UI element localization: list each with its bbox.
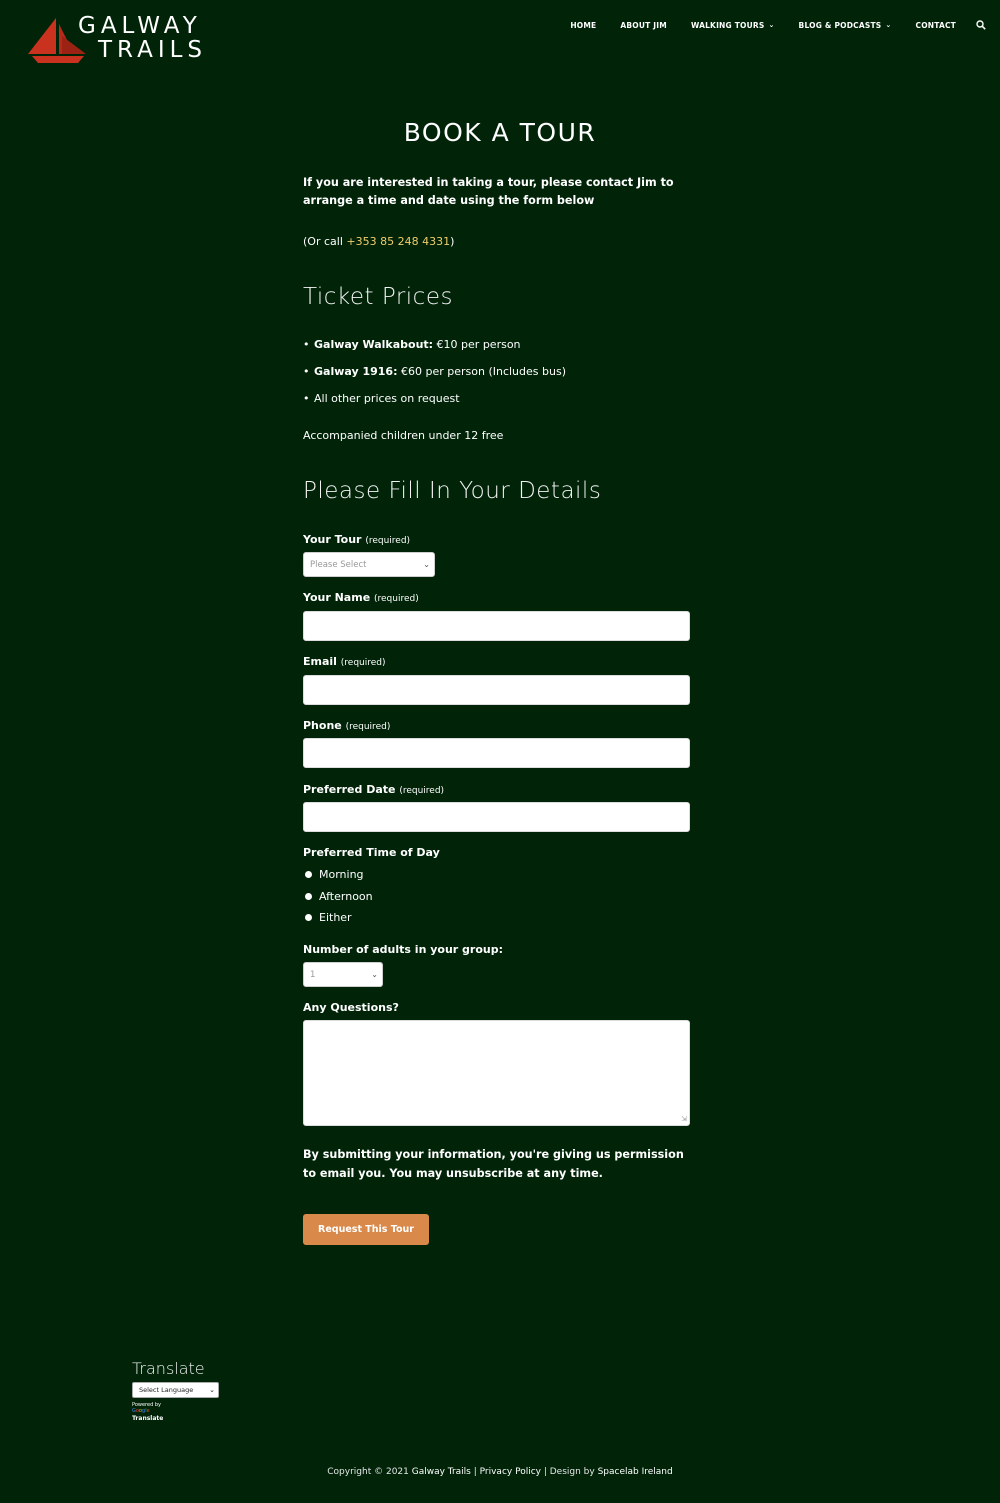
price-text: €60 per person (Includes bus) <box>397 365 566 378</box>
radio-afternoon[interactable] <box>305 890 373 903</box>
price-text: €10 per person <box>433 338 521 351</box>
privacy-policy-link[interactable]: Privacy Policy <box>479 1467 541 1477</box>
chevron-down-icon: ⌄ <box>371 970 378 979</box>
translate-link[interactable]: Translate <box>132 1415 164 1422</box>
logo-line-1: GALWAY <box>78 13 202 39</box>
email-label-text: Email <box>303 655 337 668</box>
email-field[interactable] <box>303 675 690 705</box>
call-suffix: ) <box>450 235 455 248</box>
bullet-icon: • <box>303 338 310 351</box>
required-note: (required) <box>365 536 411 546</box>
intro-text: If you are interested in taking a tour, please contact Jim to arrange a time and date using the form below <box>303 176 674 207</box>
nav-contact[interactable]: CONTACT <box>915 20 956 30</box>
radio-label: Afternoon <box>319 890 373 903</box>
site-footer <box>0 1467 1000 1477</box>
chevron-down-icon: ⌄ <box>423 560 430 569</box>
bullet-icon: • <box>303 365 310 378</box>
radio-icon <box>305 893 312 900</box>
radio-label: Morning <box>319 868 364 881</box>
phone-label-text: Phone <box>303 719 342 732</box>
form-heading: Please Fill In Your Details <box>303 478 602 504</box>
logo-wordmark <box>78 14 207 62</box>
logo-line-2: TRAILS <box>98 37 208 63</box>
questions-textarea[interactable] <box>303 1020 690 1126</box>
footer-site-link[interactable]: Galway Trails <box>411 1467 471 1477</box>
footer-separator: | <box>470 1467 480 1477</box>
nav-walking-tours[interactable] <box>691 21 775 30</box>
price-name: Galway Walkabout: <box>314 338 434 351</box>
copyright-text: Copyright © 2021 <box>327 1467 412 1477</box>
phone-field[interactable] <box>303 738 690 768</box>
request-tour-button[interactable]: Request This Tour <box>303 1214 429 1245</box>
email-label <box>303 655 386 668</box>
radio-label: Either <box>319 911 352 924</box>
date-field[interactable] <box>303 802 690 832</box>
tour-select-value: Please Select <box>310 559 367 570</box>
required-note: (required) <box>374 594 419 604</box>
call-prefix: (Or call <box>303 235 347 248</box>
chevron-down-icon: ⌄ <box>885 21 892 29</box>
call-line <box>303 235 454 248</box>
language-select-value: Select Language <box>139 1386 194 1394</box>
radio-icon <box>305 871 312 878</box>
radio-icon <box>305 914 312 921</box>
search-icon[interactable] <box>976 20 986 30</box>
price-name: Galway 1916: <box>314 365 398 378</box>
adults-select[interactable] <box>303 962 383 987</box>
nav-about-jim[interactable]: ABOUT JIM <box>620 20 667 30</box>
chevron-down-icon: ⌄ <box>768 21 775 29</box>
main-nav <box>546 20 986 30</box>
nav-blog-podcasts-label: BLOG & PODCASTS <box>798 20 882 30</box>
nav-walking-tours-label: WALKING TOURS <box>690 20 765 30</box>
chevron-down-icon: ⌄ <box>209 1386 215 1394</box>
date-label-text: Preferred Date <box>303 783 396 796</box>
list-item <box>303 365 566 392</box>
list-item <box>303 338 566 365</box>
powered-by: Powered by <box>132 1402 161 1408</box>
tour-label-text: Your Tour <box>303 533 362 546</box>
name-label <box>303 591 419 604</box>
required-note: (required) <box>345 722 391 732</box>
page-title: BOOK A TOUR <box>403 118 597 147</box>
radio-morning[interactable] <box>305 868 364 881</box>
name-field[interactable] <box>303 611 690 641</box>
phone-label <box>303 719 390 732</box>
translate-widget <box>132 1359 232 1423</box>
design-credit-text: | Design by <box>540 1467 598 1477</box>
site-header <box>0 0 1000 80</box>
questions-label: Any Questions? <box>303 1001 399 1014</box>
radio-either[interactable] <box>305 911 352 924</box>
tour-label <box>303 533 410 546</box>
language-select[interactable] <box>132 1382 219 1398</box>
designer-link[interactable]: Spacelab Ireland <box>597 1467 673 1477</box>
consent-text: By submitting your information, you're giving us permission to email you. You may unsubscribe at any time. <box>303 1148 684 1180</box>
adults-label: Number of adults in your group: <box>303 943 503 956</box>
tour-select[interactable] <box>303 552 435 577</box>
bullet-icon: • <box>303 392 310 405</box>
time-label: Preferred Time of Day <box>303 846 440 859</box>
nav-home[interactable]: HOME <box>570 20 597 30</box>
price-text: All other prices on request <box>314 392 460 405</box>
required-note: (required) <box>399 786 445 796</box>
translate-title: Translate <box>132 1359 205 1378</box>
google-logo: Google <box>132 1408 150 1414</box>
adults-select-value: 1 <box>310 969 316 980</box>
nav-blog-podcasts[interactable] <box>799 21 892 30</box>
date-label <box>303 783 444 796</box>
list-item <box>303 392 566 419</box>
phone-link[interactable]: +353 85 248 4331 <box>346 235 451 248</box>
site-logo[interactable] <box>26 12 226 68</box>
price-list <box>303 338 566 419</box>
children-note: Accompanied children under 12 free <box>303 429 504 442</box>
name-label-text: Your Name <box>303 591 371 604</box>
required-note: (required) <box>340 658 386 668</box>
resize-handle-icon[interactable]: ⇲ <box>681 1115 687 1123</box>
ticket-prices-heading: Ticket Prices <box>303 284 453 310</box>
